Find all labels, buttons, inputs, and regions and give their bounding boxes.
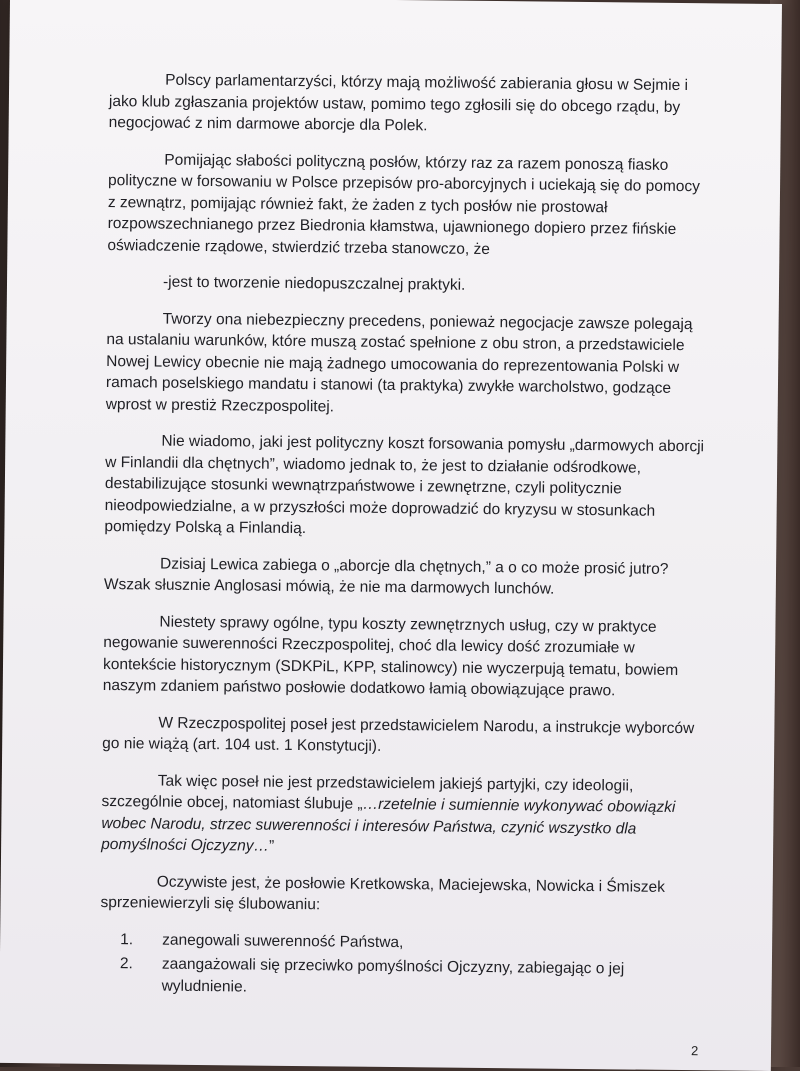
paragraph-8: W Rzeczpospolitej poseł jest przedstawicielem Narodu, a instrukcje wyborców go nie wiążą (art. 104 ust. 1 Konstytucji).	[102, 714, 695, 755]
list-number: 2.	[119, 955, 133, 973]
document-body	[100, 69, 710, 1005]
paragraph-9-lead: Tak więc poseł nie jest przedstawicielem jakiejś partyjki, czy ideologii, szczególnie obcej, natomiast ślubuje „	[101, 772, 634, 813]
list-item	[100, 928, 700, 956]
paragraph-2: Pomijając słabości polityczną posłów, którzy raz za razem ponoszą fiasko polityczne w forsowaniu w Polsce przepisów pro-aborcyjnych i uciekają się do pomocy z zewnątrz, pomijając również fakt, że żaden z tych posłów nie prostował rozpowszechnianego przez Biedronia kłamstwa, ujawnionego dopiero przez fińskie oświadczenie rządowe, stwierdzić trzeba stanowczo, że	[107, 151, 701, 258]
list-text: zanegowali suwerenność Państwa,	[162, 931, 404, 951]
paragraph-6: Dzisiaj Lewica zabiega o „aborcje dla chętnych,” a o co może prosić jutro? Wszak słusznie Anglosasi mówią, że nie ma darmowych lunchów.	[103, 555, 669, 598]
paragraph-7: Niestety sprawy ogólne, typu koszty zewnętrznych usług, czy w praktyce negowanie suwerenności Rzeczpospolitej, choć dla lewicy dość zrozumiałe w kontekście historycznym (SDKPiL, KPP, stalinowcy) nie wyczerpują tematu, bowiem naszym zdaniem państwo posłowie dodatkowo łamią obowiązujące prawo.	[102, 613, 679, 700]
list-item	[100, 953, 700, 1002]
paragraph-9-quote: …rzetelnie i sumiennie wykonywać obowiązki wobec Narodu, strzec suwerenności i interesów Państwa, czynić wszystko dla pomyślności Ojczyzny…	[101, 795, 676, 855]
list-number: 1.	[120, 930, 134, 948]
paragraph-9-end: ”	[269, 837, 275, 855]
violations-list	[100, 928, 701, 1002]
paragraph-5: Nie wiadomo, jaki jest polityczny koszt forsowania pomysłu „darmowych aborcji w Finlandii dla chętnych”, wiadomo jednak to, że jest to działanie odśrodkowe, destabilizujące stosunki wewnątrzpaństwowe i zewnętrzne, czyli politycznie nieodpowiedzialne, a w przyszłości może doprowadzić do kryzysu w stosunkach pomiędzy Polską a Finlandią.	[104, 432, 705, 538]
paragraph-1: Polscy parlamentarzyści, którzy mają możliwość zabierania głosu w Sejmie i jako klub zgłaszania projektów ustaw, pomimo tego zgłosili się do obcego rządu, by negocjować z nim darmowe aborcje dla Polek.	[108, 71, 689, 135]
paragraph-3: -jest to tworzenie niedopuszczalnej praktyki.	[162, 273, 466, 294]
paragraph-4: Tworzy ona niebezpieczny precedens, ponieważ negocjacje zawsze polegają na ustalaniu warunków, które muszą zostać spełnione z obu stron, a przedstawiciele Nowej Lewicy obecnie nie mają żadnego umocowania do reprezentowania Polski w ramach poselskiego mandatu i stanowi (ta praktyka) zwykłe warcholstwo, godzące wprost w prestiż Rzeczpospolitej.	[105, 310, 693, 415]
paragraph-9	[101, 769, 702, 861]
paragraph-10: Oczywiste jest, że posłowie Kretkowska, Maciejewska, Nowicka i Śmiszek sprzeniewierzyli się ślubowaniu:	[100, 873, 666, 914]
page-number: 2	[690, 1043, 699, 1059]
list-text: zaangażowali się przeciwko pomyślności Ojczyzny, zabiegając o jej wyludnienie.	[161, 955, 625, 995]
